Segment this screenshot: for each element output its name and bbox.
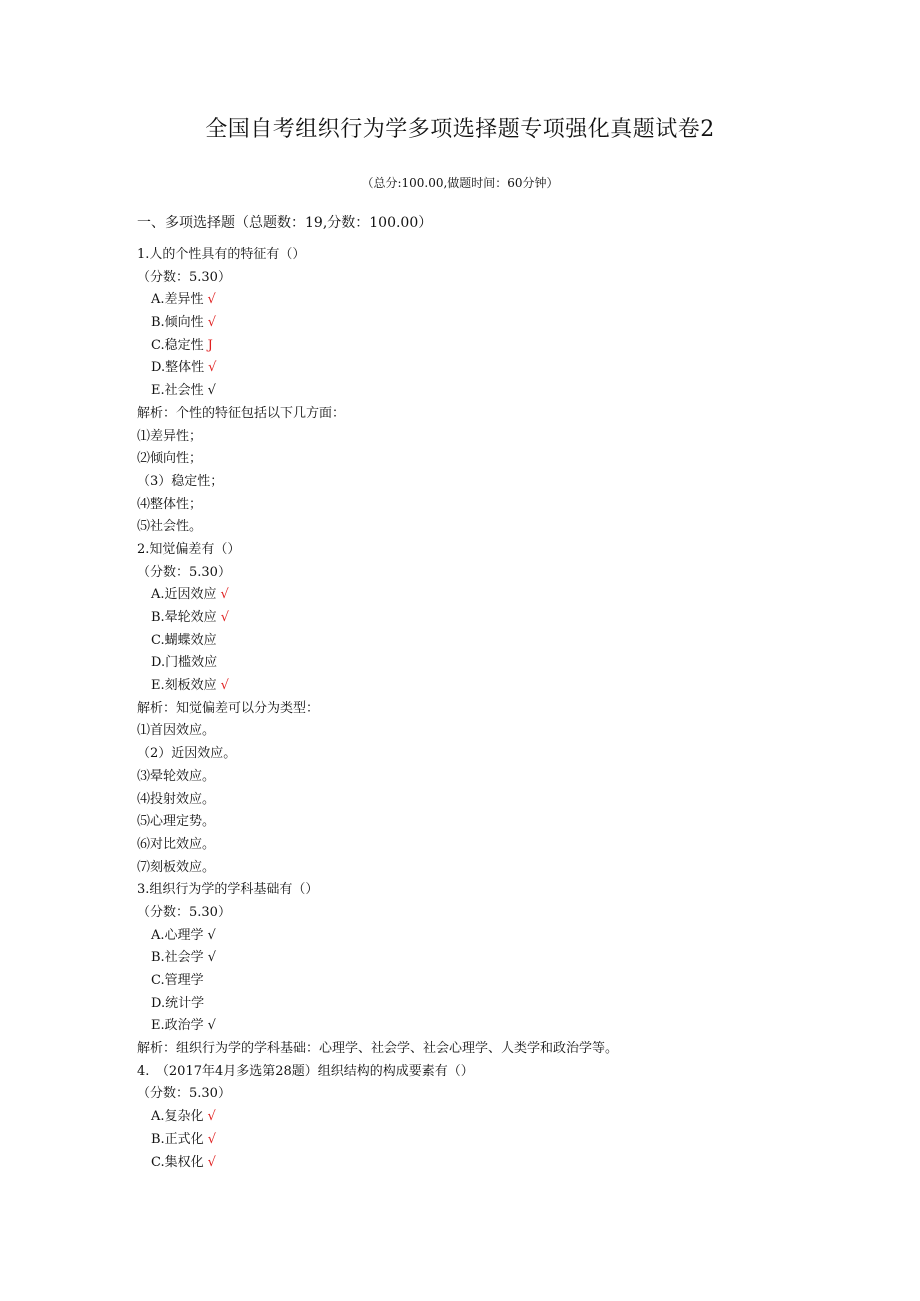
option-item	[137, 312, 837, 335]
analysis-heading: 解析：知觉偏差可以分为类型：	[137, 700, 320, 716]
option-item	[137, 1015, 837, 1038]
option-text: B.晕轮效应	[151, 610, 217, 625]
option-text: C.管理学	[151, 973, 204, 988]
option-item	[137, 357, 837, 380]
check-mark-icon: √	[207, 1018, 216, 1034]
option-text: E.刻板效应	[151, 678, 217, 694]
check-mark-icon: √	[208, 360, 217, 376]
option-item	[137, 1152, 837, 1175]
option-item	[137, 675, 837, 698]
option-text: A.近因效应	[151, 587, 217, 603]
option-item	[137, 1129, 837, 1152]
analysis-item: ⑷整体性；	[137, 496, 203, 512]
option-text: A.差异性	[151, 292, 204, 308]
check-mark-icon: √	[207, 950, 216, 966]
analysis-item: ⑺刻板效应。	[137, 859, 216, 875]
option-text: D.整体性	[151, 360, 205, 376]
option-text: A.心理学	[151, 927, 204, 943]
question-score: （分数：5.30）	[137, 904, 231, 920]
check-mark-icon: J	[207, 337, 213, 353]
option-item	[137, 584, 837, 607]
option-item	[137, 607, 837, 630]
question-stem: 1.人的个性具有的特征有（）	[137, 247, 306, 262]
option-item	[137, 289, 837, 312]
option-item	[137, 1106, 837, 1129]
option-item	[137, 652, 837, 675]
analysis-heading: 解析：个性的特征包括以下几方面：	[137, 405, 346, 421]
analysis-item: ⑴首因效应。	[137, 723, 216, 739]
option-text: D.门槛效应	[151, 655, 218, 671]
analysis-item: ⑶晕轮效应。	[137, 768, 216, 784]
exam-meta: （总分:100.00,做题时间：60分钟）	[361, 176, 559, 190]
question-stem: 4. （2017年4月多选第28题）组织结构的构成要素有（）	[137, 1063, 474, 1079]
check-mark-icon: √	[207, 1154, 216, 1170]
analysis-item: ⑵倾向性；	[137, 451, 203, 467]
option-item	[137, 380, 837, 403]
question-stem: 2.知觉偏差有（）	[137, 541, 241, 557]
option-text: E.政治学	[151, 1018, 204, 1034]
section-heading: 一、多项选择题（总题数：19,分数：100.00）	[137, 215, 433, 231]
option-text: B.正式化	[151, 1131, 204, 1147]
option-text: A.复杂化	[151, 1109, 204, 1125]
option-item	[137, 993, 837, 1016]
check-mark-icon: √	[207, 1131, 216, 1147]
option-item	[137, 925, 837, 948]
question-stem: 3.组织行为学的学科基础有（）	[137, 882, 319, 898]
check-mark-icon: √	[207, 315, 216, 331]
question-score: （分数：5.30）	[137, 269, 231, 285]
check-mark-icon: √	[207, 383, 216, 399]
option-text: C.集权化	[151, 1154, 204, 1170]
analysis-item: ⑸社会性。	[137, 519, 203, 535]
question-score: （分数：5.30）	[137, 1086, 231, 1102]
option-text: C.稳定性	[151, 337, 204, 353]
question-3	[137, 879, 837, 1061]
check-mark-icon: √	[220, 678, 229, 694]
option-text: B.社会学	[151, 950, 204, 966]
question-list	[137, 244, 837, 1174]
question-2	[137, 539, 837, 879]
analysis-heading: 解析：组织行为学的学科基础：心理学、社会学、社会心理学、人类学和政治学等。	[137, 1041, 619, 1057]
analysis-item: ⑷投射效应。	[137, 791, 216, 807]
option-text: E.社会性	[151, 383, 204, 399]
option-text: C.蝴蝶效应	[151, 632, 217, 648]
check-mark-icon: √	[220, 610, 229, 625]
option-item	[137, 947, 837, 970]
check-mark-icon: √	[207, 292, 216, 308]
check-mark-icon: √	[207, 927, 216, 943]
check-mark-icon: √	[207, 1109, 216, 1125]
option-item	[137, 630, 837, 653]
option-text: D.统计学	[151, 995, 205, 1011]
question-4	[137, 1061, 837, 1174]
analysis-item: （3）稳定性；	[137, 473, 224, 489]
option-item	[137, 970, 837, 993]
question-1	[137, 244, 837, 539]
analysis-item: ⑴差异性；	[137, 428, 203, 444]
analysis-item: ⑹对比效应。	[137, 836, 216, 852]
option-item	[137, 335, 837, 358]
check-mark-icon: √	[220, 587, 229, 603]
question-score: （分数：5.30）	[137, 564, 231, 580]
analysis-item: （2）近因效应。	[137, 746, 237, 762]
analysis-item: ⑸心理定势。	[137, 814, 216, 830]
option-text: B.倾向性	[151, 315, 204, 331]
page-title: 全国自考组织行为学多项选择题专项强化真题试卷2	[205, 117, 715, 142]
